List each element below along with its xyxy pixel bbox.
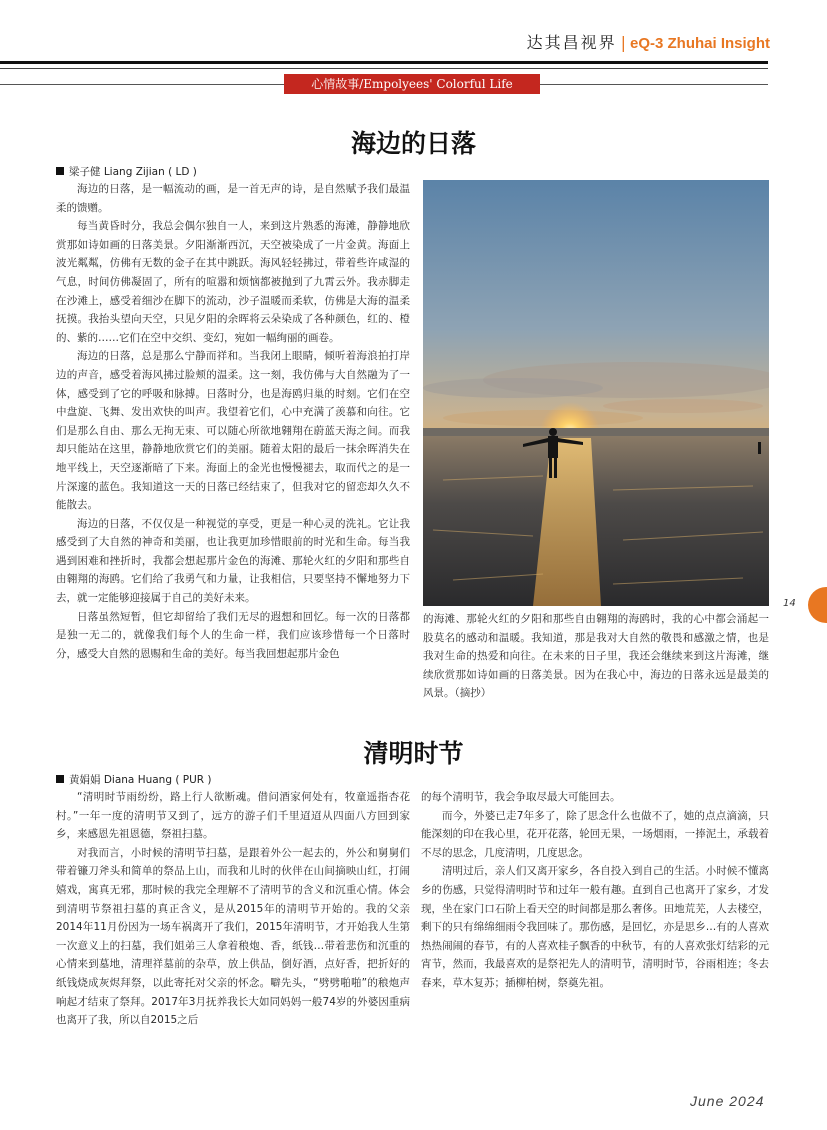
paragraph: 的每个清明节，我会争取尽最大可能回去。: [421, 791, 621, 803]
header-separator: |: [620, 33, 626, 52]
section-line-right: [540, 84, 768, 85]
byline-square-icon: [56, 775, 64, 783]
paragraph: 每当黄昏时分，我总会偶尔独自一人，来到这片熟悉的海滩，静静地欣赏那如诗如画的日落美景。夕阳渐渐西沉，天空被染成了一片金黄。海面上波光粼粼，仿佛有无数的金子在其中跳跃。海风轻轻拂过，带着些许咸湿的气息，时间仿佛凝固了，所有的喧嚣和烦恼都被抛到了九霄云外。我赤脚走在沙滩上，感受着细沙在脚下的流动，沙子温暖而柔软，仿佛是大海的温柔抚摸。我抬头望向天空，只见夕阳的余晖将云朵染成了各种颜色，红的、橙的、紫的……它们在空中交织、变幻，宛如一幅绚丽的画卷。: [56, 220, 410, 344]
section-line-left: [0, 84, 284, 85]
header-rule: [0, 61, 768, 64]
paragraph: 清明过后，亲人们又离开家乡，各自投入到自己的生活。小时候不懂离乡的伤感，只觉得清明时节和过年一般有趣。直到自己也离开了家乡，才发现，坐在家门口石阶上看天空的时间都是那么奢侈。田地荒芜，人去楼空，剩下的只有绵绵细雨令我回味了。那伤感，是回忆，亦是思乡…有的人喜欢热热闹闹的春节，有的人喜欢桂子飘香的中秋节，有的人喜欢张灯结彩的元宵节，然而，我最喜欢的是祭祀先人的清明节，清明时节，谷雨相连；冬去春来，草木复苏；插柳柏树，祭奠先祖。: [421, 865, 769, 989]
sunset-beach-photo: [423, 180, 769, 606]
article1-body-left: [56, 180, 410, 663]
article2-body-left: [56, 788, 410, 1030]
paragraph: 日落虽然短暂，但它却留给了我们无尽的遐想和回忆。每一次的日落都是独一无二的，就像我们每个人的生命一样，我们应该珍惜每一个日落时分，感受大自然的恩赐和生命的美好。每当我回想起那片金色: [56, 610, 410, 660]
paragraph: 海边的日落，不仅仅是一种视觉的享受，更是一种心灵的洗礼。它让我感受到了大自然的神奇和美丽，也让我更加珍惜眼前的时光和生命。每当我遇到困难和挫折时，我都会想起那片金色的海滩、那轮火红的夕阳和那些自由翱翔的海鸥。它们给了我勇气和力量，让我相信，只要坚持不懈地努力下去，就一定能够迎接属于自己的美好未来。: [56, 517, 410, 605]
page-tab: [808, 587, 827, 623]
paragraph: 海边的日落，总是那么宁静而祥和。当我闭上眼睛，倾听着海浪拍打岸边的声音，感受着海风拂过脸颊的温柔。这一刻，我仿佛与大自然融为了一体，感受到了它的呼吸和脉搏。日落时分，也是海鸥归巢的时刻。它们在空中盘旋、飞舞、发出欢快的叫声。我望着它们，心中充满了羡慕和向往。它们是那么自由、那么无拘无束、可以随心所欲地翱翔在蔚蓝天海之间。而我却只能站在这里，静静地欣赏它们的美丽。随着太阳的最后一抹余晖消失在地平线上，天空逐渐暗了下来。海面上的金光也慢慢褪去，取而代之的是一片深邃的蓝色。我知道这一天的日落已经结束了，但我对它的留恋却久久不能散去。: [56, 350, 410, 512]
header-title-en: eQ-3 Zhuhai Insight: [629, 35, 770, 52]
header-title: [470, 30, 770, 53]
paragraph: 而今，外婆已走7年多了，除了思念什么也做不了，她的点点滴滴，只能深刻的印在我心里，花开花落，轮回无果，一场烟雨，一捧泥土，承载着不尽的思念，几度清明，几度思念。: [421, 809, 769, 859]
header-title-cn: 达其昌视界: [526, 33, 617, 52]
article2-title: 清明时节: [363, 739, 464, 768]
paragraph: 对我而言，小时候的清明节扫墓，是跟着外公一起去的，外公和舅舅们带着镰刀斧头和简单的祭品上山，而我和儿时的伙伴在山间摘映山红，打闹嬉戏，寓真无邪，那时候的我完全理解不了清明节的含义和沉重心情。体会到清明节祭祖扫墓的真正含义，是从2015年的清明节开始的。我的父亲2014年11月份因为一场车祸离开了我们，2015年清明节，才开始我人生第一次意义上的扫墓，我们姐弟三人拿着稂炮、香，纸钱…带着悲伤和沉重的心情来到墓地，清理祥墓前的杂草，放上供品，倒好酒，点好香，把折好的纸钱烧成灰烬拜祭，以此寄托对父亲的怀念。噼先头，“劈劈啪啪”的稂炮声响起才结束了祭拜。2017年3月抚养我长大如同妈妈一般74岁的外婆因重病也离开了我，所以自2015之后: [56, 846, 410, 1027]
byline-square-icon: [56, 167, 64, 175]
paragraph: 海边的日落，是一幅流动的画，是一首无声的诗，是自然赋予我们最温柔的馈赠。: [56, 183, 410, 214]
paragraph: “清明时节雨纷纷，路上行人欲断魂。借问酒家何处有，牧童遥指杏花村。”一年一度的清明节又到了，远方的游子们千里迢迢从四面八方回到家乡，来感恩先祖恩德，祭祖扫墓。: [56, 791, 410, 841]
article1-body-right: [423, 610, 769, 703]
section-label: 心情故事/Empolyees' Colorful Life: [284, 74, 540, 94]
article1-byline: [56, 164, 197, 179]
article2-author: 黄娟娟 Diana Huang ( PUR ): [69, 774, 212, 786]
article2-byline: [56, 772, 212, 787]
footer-date: June 2024: [690, 1093, 765, 1109]
article1-author: 梁子健 Liang Zijian ( LD ): [69, 166, 197, 178]
paragraph: 的海滩、那轮火红的夕阳和那些自由翱翔的海鸥时，我的心中都会涌起一股莫名的感动和温暖。我知道，那是我对大自然的敬畏和感激之情，也是我对生命的热爱和向往。在未来的日子里，我还会继续来到这片海滩，继续欣赏那如诗如画的日落美景。因为在我心中，海边的日落永远是最美的风景。（摘抄）: [423, 613, 769, 700]
article1-title: 海边的日落: [350, 129, 476, 158]
page-number: 14: [783, 598, 796, 609]
header-rule-thin: [0, 68, 768, 69]
article2-body-right: [421, 788, 769, 993]
